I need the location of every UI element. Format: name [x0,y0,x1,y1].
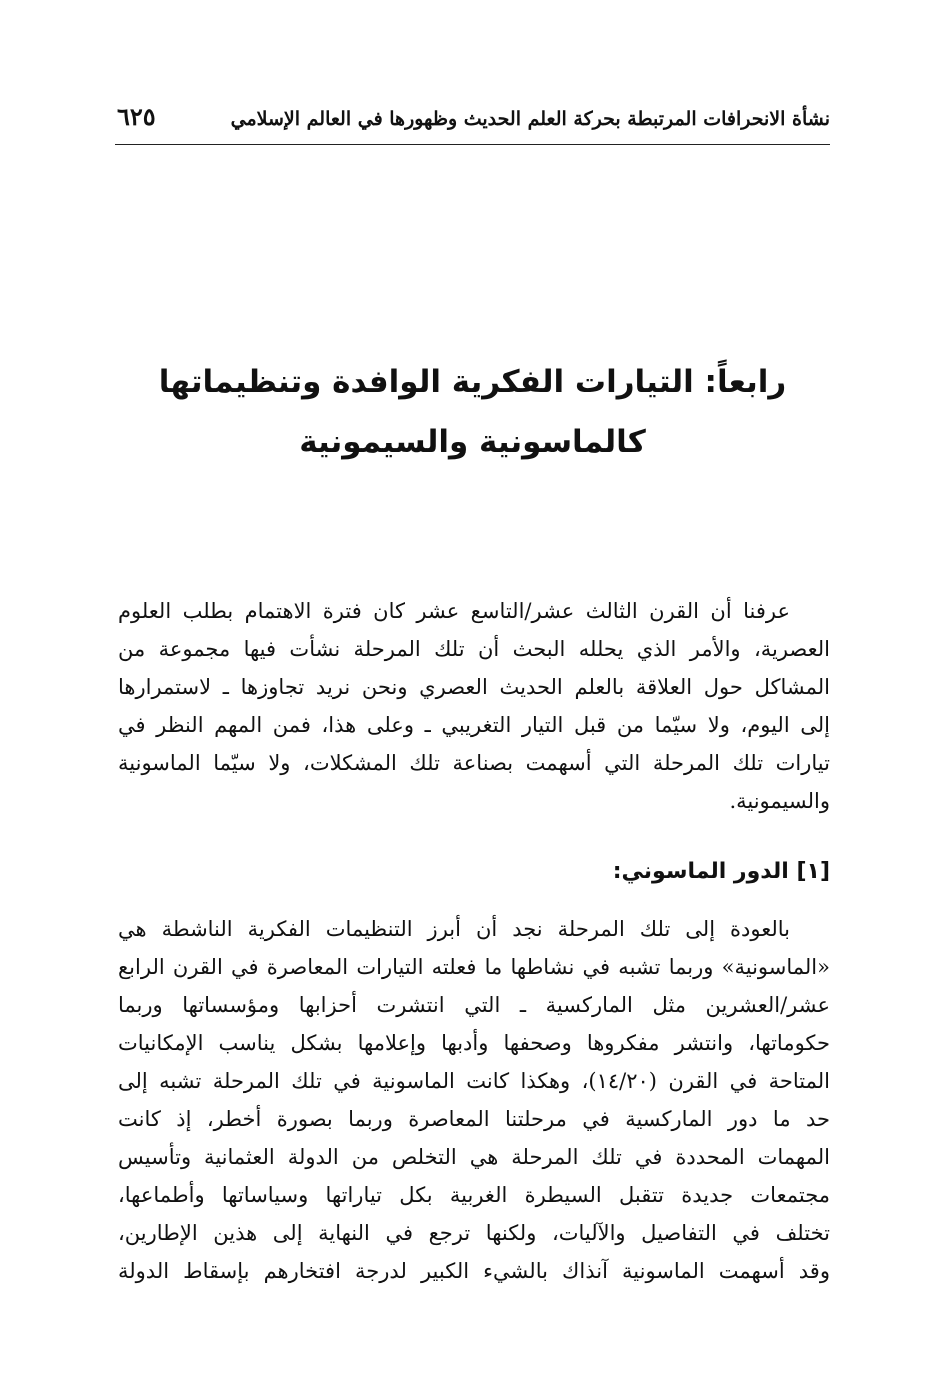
page-number: ٦٢٥ [117,102,156,131]
paragraph-line: تيارات تلك المرحلة التي أسهمت بصناعة تلك المشكلات، ولا سيّما الماسونية [118,751,830,775]
paragraph-line: مجتمعات جديدة تتقبل السيطرة الغربية بكل تياراتها وسياساتها وأطماعها، [118,1183,830,1207]
running-header-title: نشأة الانحرافات المرتبطة بحركة العلم الحديث وظهورها في العالم الإسلامي [230,108,830,130]
paragraph-line: تختلف في التفاصيل والآليات، ولكنها ترجع في النهاية إلى هذين الإطارين، [118,1221,830,1245]
paragraph-line: المتاحة في القرن (١٤/٢٠)، وهكذا كانت الماسونية في تلك المرحلة تشبه إلى [118,1069,830,1093]
paragraph-line: حكوماتها، وانتشر مفكروها وصحفها وأدبها وإعلامها بشكل يناسب الإمكانيات [118,1031,830,1055]
paragraph-line: المهمات المحددة في تلك المرحلة هي التخلص من الدولة العثمانية وتأسيس [118,1145,830,1169]
paragraph-line: حد ما دور الماركسية في مرحلتنا المعاصرة وربما بصورة أخطر، إذ كانت [118,1107,830,1131]
chapter-heading-line-2: كالماسونية والسيمونية [299,424,646,460]
paragraph-line: والسيمونية. [729,789,830,813]
paragraph-line: إلى اليوم، ولا سيّما من قبل التيار التغريبي ـ وعلى هذا، فمن المهم النظر في [118,713,830,737]
paragraph-line: «الماسونية» وربما تشبه في نشاطها ما فعلته التيارات المعاصرة في القرن الرابع [118,955,830,979]
section-heading: [١] الدور الماسوني: [612,859,830,884]
paragraph-1 [118,592,830,820]
paragraph-line: المشاكل حول العلاقة بالعلم الحديث العصري ونحن نريد تجاوزها ـ لاستمرارها [118,675,830,699]
paragraph-line: عشر/العشرين مثل الماركسية ـ التي انتشرت أحزابها ومؤسساتها وربما [118,993,830,1017]
paragraph-2 [118,910,830,1290]
paragraph-line: وقد أسهمت الماسونية آنذاك بالشيء الكبير لدرجة افتخارهم بإسقاط الدولة [118,1259,830,1283]
paragraph-line: العصرية، والأمر الذي يحلله البحث أن تلك المرحلة نشأت فيها مجموعة من [118,637,830,661]
paragraph-line: عرفنا أن القرن الثالث عشر/التاسع عشر كان فترة الاهتمام بطلب العلوم [118,599,790,623]
paragraph-line: بالعودة إلى تلك المرحلة نجد أن أبرز التنظيمات الفكرية الناشطة هي [118,917,790,941]
running-header [115,100,830,145]
chapter-heading-line-1: رابعاً: التيارات الفكرية الوافدة وتنظيماتها [158,364,787,400]
chapter-heading [110,352,835,472]
